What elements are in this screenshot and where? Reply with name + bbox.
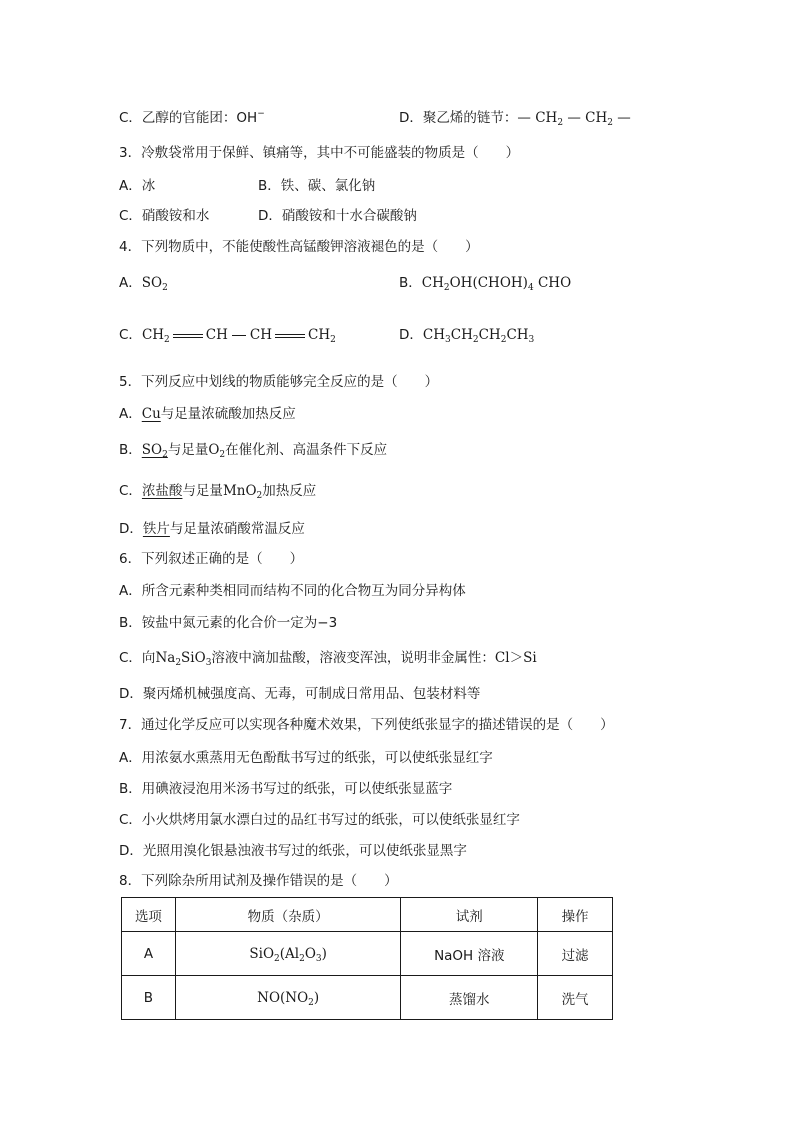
q4-option-a: A．$SO_2$ bbox=[119, 275, 168, 293]
q7-option-b: B．用碘液浸泡用米汤书写过的纸张，可以使纸张显蓝字 bbox=[119, 781, 453, 797]
q6-option-c: C．向$Na_2SiO_3$溶液中滴加盐酸，溶液变浑浊，说明非金属性：Cl＞Si bbox=[119, 650, 537, 668]
glucose-formula: $CH_2OH(CHOH)_4$ CHO bbox=[421, 275, 572, 293]
q5-option-b: B．$SO_2$与足量$O_2$在催化剂、高温条件下反应 bbox=[119, 442, 388, 460]
q7-option-d: D．光照用溴化银悬浊液书写过的纸张，可以使纸张显黑字 bbox=[119, 843, 467, 859]
q7-option-a: A．用浓氨水熏蒸用无色酚酞书写过的纸张，可以使纸张显红字 bbox=[119, 750, 493, 766]
butane-formula: $CH_3CH_2CH_2CH_3$ bbox=[422, 327, 535, 345]
q5-option-a: A．Cu与足量浓硫酸加热反应 bbox=[119, 406, 296, 422]
q6-option-d: D．聚丙烯机械强度高、无毒，可制成日常用品、包装材料等 bbox=[119, 686, 481, 702]
q2-option-d: D．聚乙烯的链节：— $CH_2$ — $CH_2$ — bbox=[399, 110, 631, 128]
cell-substance: $SiO_2(Al_2O_3)$ bbox=[175, 932, 401, 976]
purification-table bbox=[121, 897, 613, 1020]
double-bond bbox=[173, 333, 203, 339]
q3-option-a: A．冰 bbox=[119, 178, 156, 194]
cell-option: A bbox=[122, 932, 176, 976]
cell-substance: $NO(NO_2)$ bbox=[175, 976, 401, 1020]
q7-option-c: C．小火烘烤用氯水漂白过的品红书写过的纸张，可以使纸张显红字 bbox=[119, 812, 520, 828]
q3-option-d: D．硝酸铵和十水合碳酸钠 bbox=[258, 208, 417, 224]
single-bond bbox=[232, 335, 246, 336]
cell-operation: 过滤 bbox=[538, 932, 613, 976]
question-6-stem: 6．下列叙述正确的是（ ） bbox=[119, 551, 304, 567]
double-bond bbox=[275, 333, 305, 339]
question-5-stem: 5．下列反应中划线的物质能够完全反应的是（ ） bbox=[119, 374, 439, 390]
header-operation: 操作 bbox=[538, 898, 613, 932]
question-4-stem: 4．下列物质中，不能使酸性高锰酸钾溶液褪色的是（ ） bbox=[119, 239, 479, 255]
q3-option-b: B．铁、碳、氯化钠 bbox=[258, 178, 376, 194]
table-row bbox=[122, 976, 613, 1020]
question-8-stem: 8．下列除杂所用试剂及操作错误的是（ ） bbox=[119, 873, 398, 889]
header-option: 选项 bbox=[122, 898, 176, 932]
question-3-stem: 3．冷敷袋常用于保鲜、镇痛等，其中不可能盛装的物质是（ ） bbox=[119, 145, 520, 161]
q4-option-d: D．$CH_3CH_2CH_2CH_3$ bbox=[399, 327, 535, 345]
q6-option-a: A．所含元素种类相同而结构不同的化合物互为同分异构体 bbox=[119, 583, 466, 599]
cell-reagent: NaOH 溶液 bbox=[401, 932, 538, 976]
cell-reagent: 蒸馏水 bbox=[401, 976, 538, 1020]
header-reagent: 试剂 bbox=[401, 898, 538, 932]
question-7-stem: 7．通过化学反应可以实现各种魔术效果，下列使纸张显字的描述错误的是（ ） bbox=[119, 717, 614, 733]
q4-option-b: B．$CH_2OH(CHOH)_4$ CHO bbox=[399, 275, 572, 293]
so2-formula: $SO_2$ bbox=[141, 275, 168, 293]
q5-option-c: C．浓盐酸与足量MnO$_2$加热反应 bbox=[119, 483, 317, 501]
cell-option: B bbox=[122, 976, 176, 1020]
q4-option-c: C．$CH_2$ CH CH $CH_2$ bbox=[119, 327, 336, 345]
q6-option-b: B．铵盐中氮元素的化合价一定为−3 bbox=[119, 615, 338, 631]
butadiene-formula: $CH_2$ CH CH $CH_2$ bbox=[141, 327, 336, 345]
table-row bbox=[122, 932, 613, 976]
polyethylene-unit: — $CH_2$ — $CH_2$ — bbox=[517, 110, 631, 128]
table-header-row bbox=[122, 898, 613, 932]
q2-option-c: C．乙醇的官能团：OH− bbox=[119, 109, 265, 126]
q3-option-c: C．硝酸铵和水 bbox=[119, 208, 210, 224]
cell-operation: 洗气 bbox=[538, 976, 613, 1020]
header-substance: 物质（杂质） bbox=[175, 898, 401, 932]
q5-option-d: D．铁片与足量浓硝酸常温反应 bbox=[119, 521, 305, 537]
